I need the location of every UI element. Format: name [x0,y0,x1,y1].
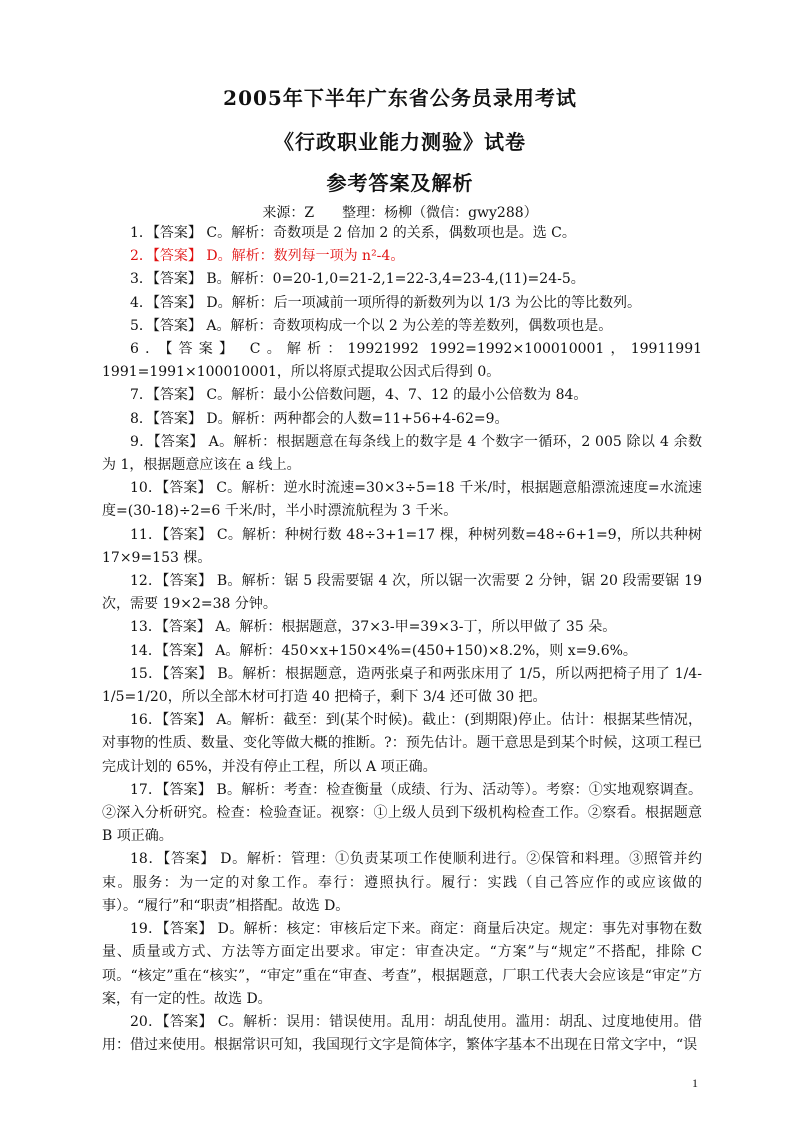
answer-item [102,222,702,245]
answer-number: 20． [130,1013,163,1030]
answer-number: 8． [130,410,153,427]
answer-number: 3． [130,271,153,288]
answer-explanation: B。解析：根据题意，造两张桌子和两张床用了 1/5，所以两把椅子用了 1/4-1/5=1/20，所以全部木材可打造 40 把椅子，剩下 3/4 还可做 30 把。 [102,665,702,706]
answer-tag: 【答案】 [152,248,202,265]
answer-item [102,663,702,709]
answer-item [102,779,702,849]
answer-item [102,384,702,407]
answer-item [102,431,702,477]
answer-number: 5． [130,317,153,334]
answer-tag: 【答案】 [152,271,202,288]
answer-tag: 【答案】 [162,781,212,798]
doc-title-line1: 2005年下半年广东省公务员录用考试 [223,86,577,110]
answer-item [102,570,702,616]
answer-number: 13． [130,619,162,636]
answer-item [102,315,702,338]
doc-title-line2: 《行政职业能力测验》试卷 [274,130,526,154]
answer-tag: 【答案】 [152,225,202,241]
answer-number: 14． [130,642,162,659]
answer-tag: 【答案】 [152,317,202,334]
answer-item [102,408,702,431]
answer-number: 7． [130,387,153,404]
answer-number: 17． [130,781,163,798]
answer-item [102,640,702,663]
answer-tag: 【答案】 [162,573,213,590]
answer-tag: 【答案】 [152,294,202,311]
answer-tag: 【答案】 [162,665,213,682]
answer-tag: 【答案】 [162,712,212,729]
answer-number: 2． [130,248,153,265]
answer-explanation: C。解析：逆水时流速=30×3÷5=18 千米/时，根据题意船漂流速度=水流速度=(30-18)÷2=6 千米/时，半小时漂流航程为 3 千米。 [102,480,702,520]
answer-number: 16． [130,712,163,729]
answer-explanation: D。解析：两种都会的人数=11+56+4-62=9。 [201,410,509,427]
answer-tag: 【答案】 [165,341,240,358]
answer-explanation: C。解析：误用：错误使用。乱用：胡乱使用。滥用：胡乱、过度地使用。借用：借过来使用。根据常识可知，我国现行文字是简体字，繁体字基本不出现在日常文字中，“误 [102,1013,702,1054]
answer-item [102,709,702,779]
answer-explanation: C。解析：19921992 1992=1992×100010001，19911991 1991=1991×100010001，所以将原式提取公因式后得到 0。 [102,341,703,381]
answer-item [102,245,702,268]
answer-number: 11． [130,526,163,543]
answer-explanation: C。解析：种树行数 48÷3+1=17 棵，种树列数=48÷6+1=9，所以共种树 17×9=153 棵。 [102,526,703,566]
answer-tag: 【答案】 [162,1013,213,1030]
answer-number: 10． [130,480,163,497]
answer-explanation: D。解析：后一项减前一项所得的新数列为以 1/3 为公比的等比数列。 [201,294,642,311]
answer-item [102,477,702,523]
answer-tag: 【答案】 [161,642,211,659]
answer-tag: 【答案】 [163,851,216,868]
answer-explanation: C。解析：最小公倍数问题，4、7、12 的最小公倍数为 84。 [201,387,588,404]
answer-item [102,524,702,570]
doc-title-line3: 参考答案及解析 [326,171,474,195]
answer-item [102,338,702,384]
answer-explanation: A。解析：450×x+150×4%=(450+150)×8.2%，则 x=9.6%。 [210,642,637,659]
answer-number: 4． [130,294,153,311]
answer-explanation: B。解析：锯 5 段需要锯 4 次，所以锯一次需要 2 分钟，锯 20 段需要锯 19 次，需要 19×2=38 分钟。 [102,573,702,613]
answer-explanation: A。解析：截至：到(某个时候)。截止：(到期限)停止。估计：根据某些情况，对事物的性质、数量、变化等做大概的推断。?：预先估计。题干意思是到某个时候，这项工程已完成计划的 65%，并没有停止工程，所以 A 项正确。 [102,712,703,775]
answer-item [102,292,702,315]
answer-tag: 【答案】 [162,526,213,543]
answer-explanation: A。解析：根据题意，37×3-甲=39×3-丁，所以甲做了 35 朵。 [210,619,617,636]
answer-tag: 【答案】 [162,480,212,497]
answer-number: 1． [130,225,153,241]
answer-tag: 【答案】 [152,387,202,404]
answer-number: 6． [130,341,166,358]
answer-explanation: C。解析：奇数项是 2 倍加 2 的关系，偶数项也是。选 C。 [201,225,576,241]
answer-tag: 【答案】 [152,410,202,427]
answer-explanation: B。解析：考查：检查衡量（成绩、行为、活动等）。考察：①实地观察调查。②深入分析研究。检查：检验查证。视察：①上级人员到下级机构检查工作。②察看。根据题意 B 项正确。 [102,781,702,845]
answer-item [102,268,702,291]
answer-list [102,222,702,1057]
answer-explanation: A。解析：奇数项构成一个以 2 为公差的等差数列，偶数项也是。 [201,317,613,334]
answer-item [102,1011,702,1057]
answer-number: 12． [130,573,163,590]
answer-explanation: D。解析：管理：①负责某项工作使顺利进行。②保管和料理。③照管并约束。服务：为一定的对象工作。奉行：遵照执行。履行：实践（自己答应作的或应该做的事）。“履行”和“职责”相搭配。故选 D。 [102,851,702,914]
answer-number: 18． [130,851,164,868]
doc-source: 来源：Z 整理：杨柳（微信：gwy288） [262,205,538,221]
answer-item [102,616,702,639]
answer-number: 9． [130,433,154,450]
answer-tag: 【答案】 [161,619,211,636]
answer-item [102,848,702,918]
answer-explanation: D。解析：数列每一项为 n²-4。 [201,248,405,265]
answer-tag: 【答案】 [153,433,204,450]
answer-number: 19． [130,921,163,938]
answer-explanation: A。解析：根据题意在每条线上的数字是 4 个数字一循环，2 005 除以 4 余数为 1，根据题意应该在 a 线上。 [102,433,702,474]
answer-tag: 【答案】 [162,921,213,938]
answer-item [102,918,702,1011]
answer-explanation: D。解析：核定：审核后定下来。商定：商量后决定。规定：事先对事物在数量、质量或方式、方法等方面定出要求。审定：审查决定。“方案”与“规定”不搭配，排除 C 项。“核定”重在“核实”，“审定”重在“审查、考查”，根据题意，厂职工代表大会应该是“审定”方案，有一定的性。故选 D。 [102,921,702,1007]
page-number: 1 [692,1076,698,1090]
answer-number: 15． [130,665,163,682]
answer-explanation: B。解析：0=20-1,0=21-2,1=22-3,4=23-4,(11)=24-5。 [201,271,585,288]
